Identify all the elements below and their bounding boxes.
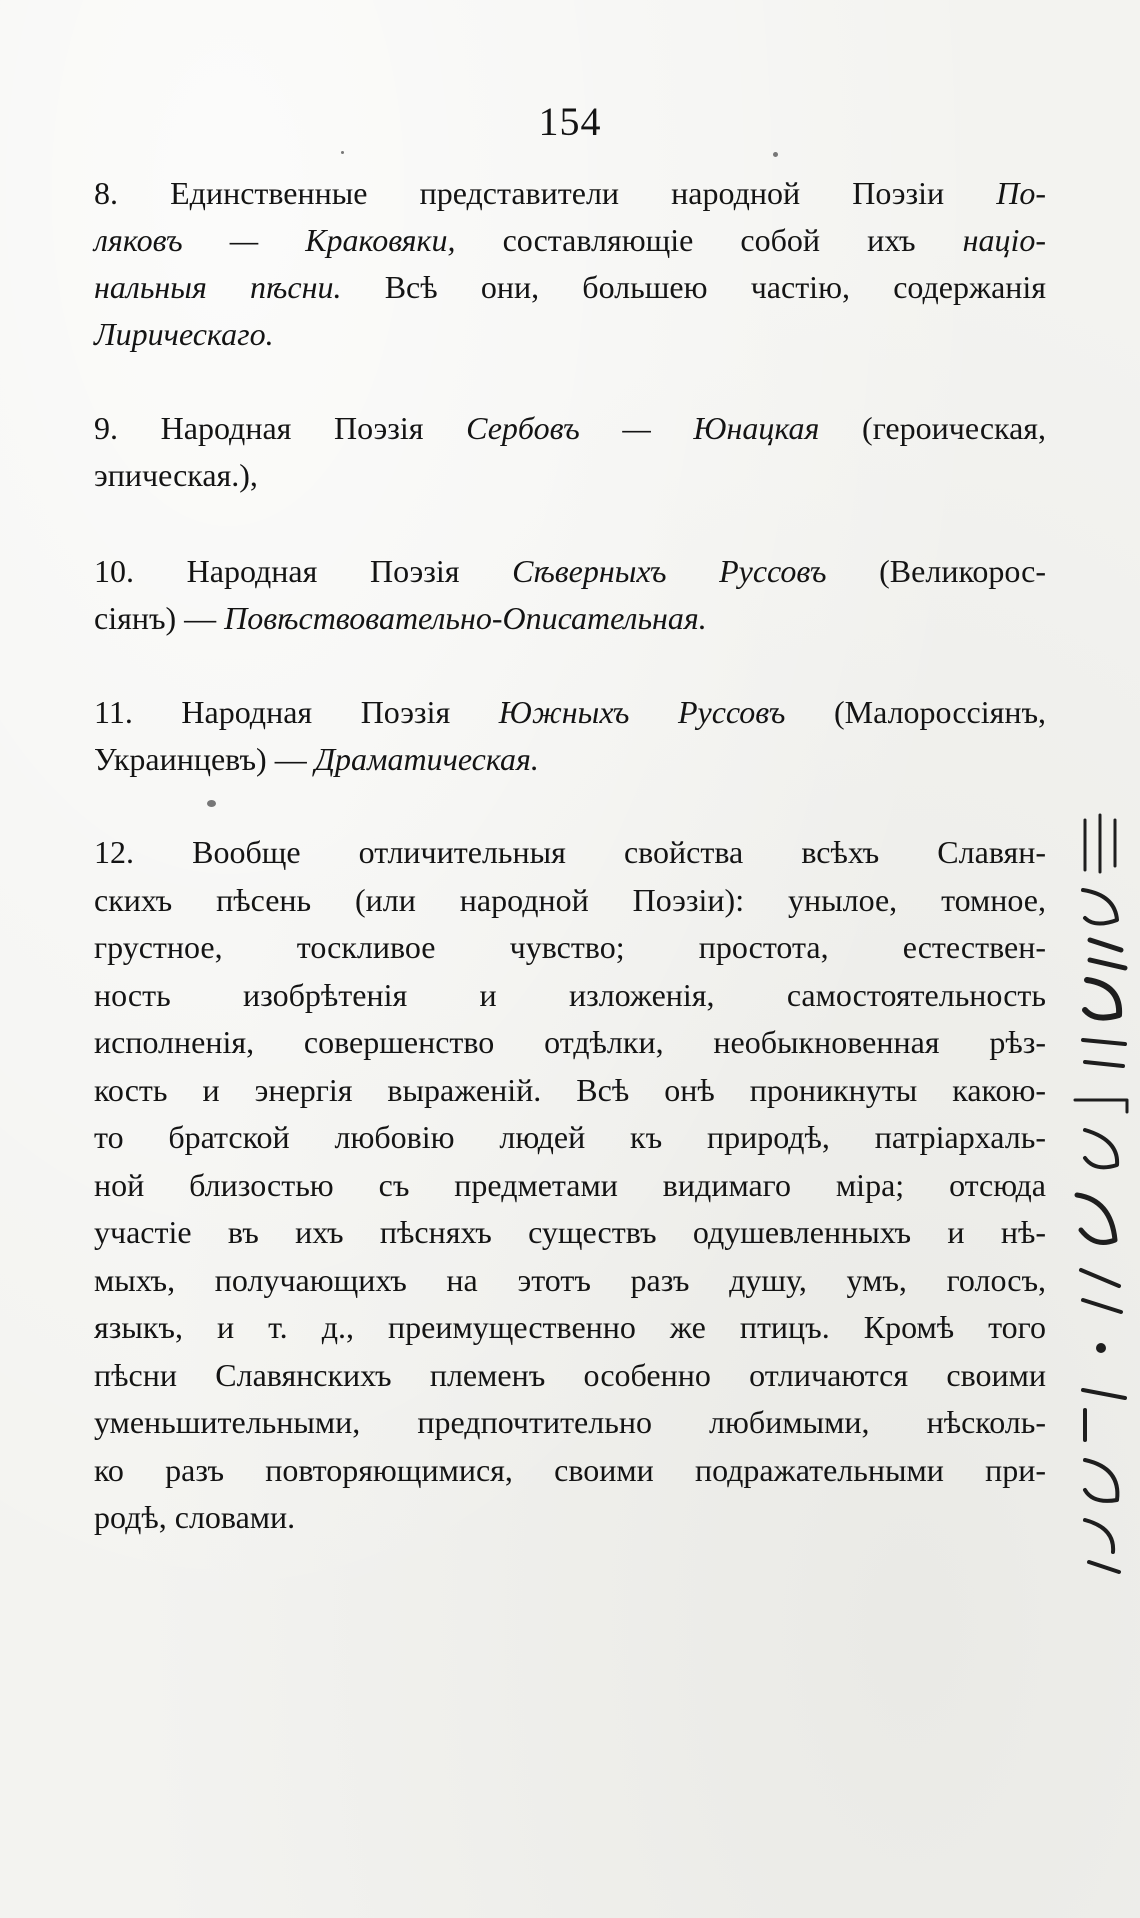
text-run: скихъ пѣсень (или народной Поэзіи): унылое, томное, (94, 881, 1046, 918)
text-line (94, 1067, 1046, 1115)
text-run: ность изобрѣтенія и изложенія, самостоятельность (94, 976, 1046, 1013)
text-run: то братской любовію людей къ природѣ, патріархаль- (94, 1119, 1046, 1155)
text-run: 8. Единственные представители народной Поэзіи (94, 175, 997, 211)
italic-run: Драматическая. (314, 741, 539, 777)
text-run: мыхъ, получающихъ на этотъ разъ душу, умъ, голосъ, (94, 1261, 1046, 1298)
text-run: кость и энергія выраженій. Всѣ онѣ проникнуты какою- (94, 1071, 1046, 1108)
text-line (94, 1352, 1046, 1400)
paragraph-11 (94, 689, 1046, 783)
text-run: языкъ, и т. д., преимущественно же птицъ. Кромѣ того (94, 1309, 1046, 1345)
italic-run: Лирическаго. (94, 316, 274, 352)
text-line (94, 217, 1046, 264)
text-line (94, 405, 1046, 452)
text-line (94, 1304, 1046, 1352)
text-run: составляющіе собой ихъ (455, 222, 963, 258)
text-line (94, 311, 1046, 358)
italic-run: націо- (962, 222, 1047, 258)
text-run: 12. Вообще отличительныя свойства всѣхъ Славян- (94, 834, 1046, 870)
text-line (94, 1162, 1046, 1210)
text-line (94, 1447, 1046, 1495)
text-line (94, 689, 1046, 736)
text-line (94, 1257, 1046, 1305)
text-run: Всѣ они, большею частію, содержанія (341, 269, 1047, 305)
text-line (94, 1399, 1046, 1447)
text-run: исполненія, совершенство отдѣлки, необыкновенная рѣз- (94, 1024, 1046, 1060)
text-line (94, 1209, 1046, 1257)
paragraph-10 (94, 548, 1046, 642)
paragraph-8 (94, 170, 1046, 358)
text-run: 10. Народная Поэзія (94, 553, 513, 589)
italic-run: Сѣверныхъ Руссовъ (512, 553, 827, 589)
text-run: (Малороссіянъ, (785, 694, 1047, 730)
text-line (94, 1019, 1046, 1067)
text-run: пѣсни Славянскихъ племенъ особенно отличаются своими (94, 1356, 1046, 1393)
text-line (94, 924, 1046, 972)
text-line (94, 972, 1046, 1020)
text-line (94, 1494, 1046, 1542)
italic-run: ляковъ — Краковяки, (94, 222, 456, 258)
paragraph-12 (94, 829, 1046, 1542)
text-line (94, 736, 1046, 783)
text-run: родѣ, словами. (94, 1499, 296, 1535)
text-run: 9. Народная Поэзія (94, 410, 467, 446)
text-run: (Великорос- (826, 553, 1047, 589)
page-number: 154 (538, 99, 602, 144)
italic-run: Южныхъ Руссовъ (498, 694, 786, 730)
text-run: ной близостью съ предметами видимаго міра; отсюда (94, 1166, 1046, 1203)
text-run: (героическая, (819, 410, 1047, 446)
scan-speck (773, 152, 778, 157)
text-line (94, 595, 1046, 642)
scan-speck (207, 800, 216, 807)
text-run: Украинцевъ) — (94, 741, 315, 777)
italic-run: По- (996, 175, 1046, 211)
paragraph-9 (94, 405, 1046, 499)
scan-speck (341, 151, 344, 154)
text-run: уменьшительными, предпочтительно любимыми, нѣсколь- (94, 1404, 1046, 1440)
text-run: ко разъ повторяющимися, своими подражательными при- (94, 1451, 1046, 1488)
text-run: грустное, тоскливое чувство; простота, естествен- (94, 929, 1046, 965)
text-line (94, 452, 1046, 499)
text-line (94, 264, 1046, 311)
handwritten-margin-note (1055, 800, 1135, 1590)
text-run: 11. Народная Поэзія (94, 694, 499, 730)
italic-run: Повѣствовательно-Описательная. (224, 600, 707, 636)
text-line (94, 877, 1046, 925)
italic-run: нальныя пѣсни. (94, 269, 342, 305)
text-run: сіянъ) — (94, 600, 225, 636)
text-run: участіе въ ихъ пѣсняхъ существъ одушевленныхъ и нѣ- (94, 1214, 1046, 1250)
text-line (94, 170, 1046, 217)
italic-run: Сербовъ — Юнацкая (466, 410, 820, 446)
text-line (94, 1114, 1046, 1162)
text-run: эпическая.), (94, 457, 258, 493)
text-line (94, 829, 1046, 877)
text-line (94, 548, 1046, 595)
